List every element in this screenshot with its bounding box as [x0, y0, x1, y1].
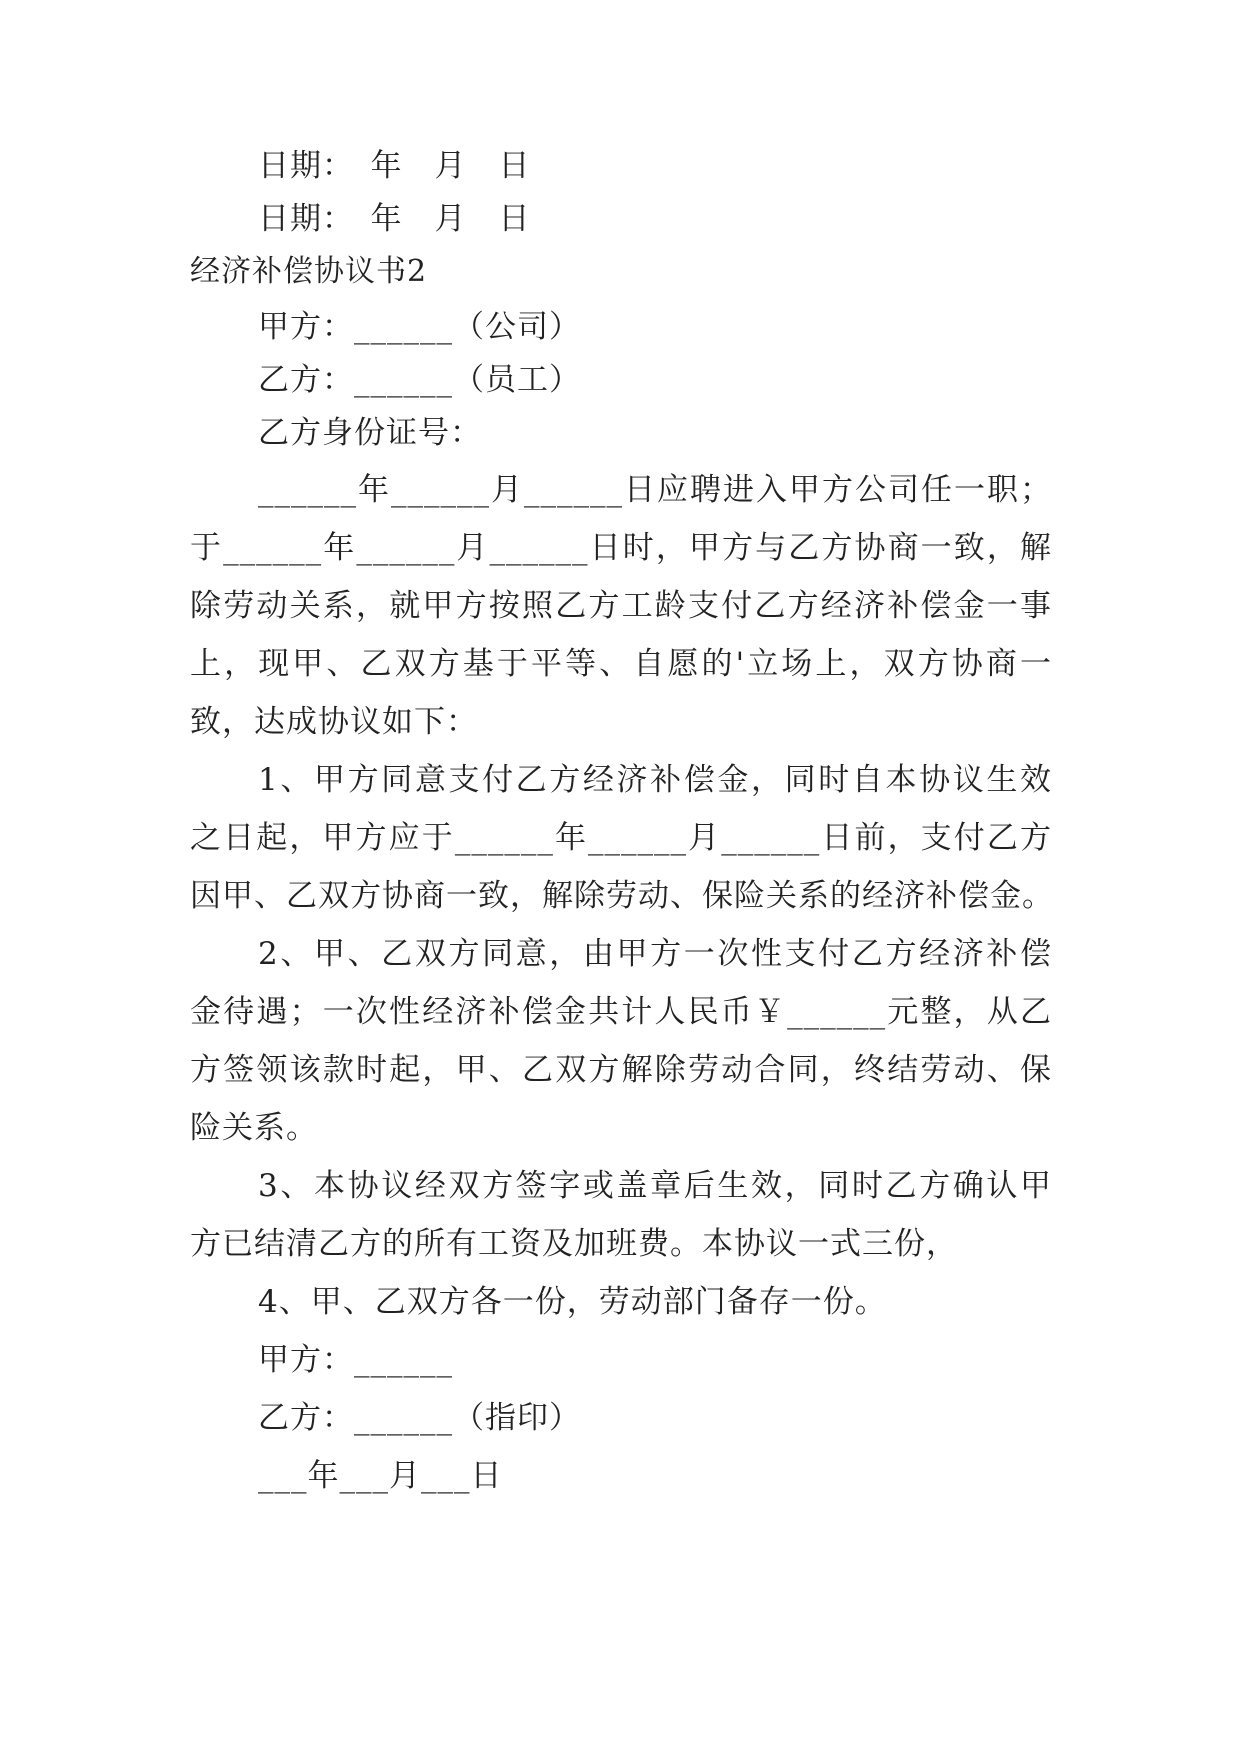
clause-3-line: 方已结清乙方的所有工资及加班费。本协议一式三份，	[190, 1226, 958, 1262]
clause-3-line: 3、本协议经双方签字或盖章后生效，同时乙方确认甲	[258, 1168, 1052, 1204]
clause-2-line: 金待遇；一次性经济补偿金共计人民币￥______元整，从乙	[190, 994, 1052, 1030]
document-title: 经济补偿协议书2	[190, 254, 428, 289]
intro-line: 致，达成协议如下：	[190, 704, 478, 740]
clause-1-line: 因甲、乙双方协商一致，解除劳动、保险关系的经济补偿金。	[190, 878, 1054, 914]
prev-date-line-1: 日期： 年 月 日	[258, 148, 531, 184]
signature-date: ___年___月___日	[258, 1458, 503, 1494]
clause-1-line: 之日起，甲方应于______年______月______日前，支付乙方	[190, 820, 1052, 856]
clause-2-line: 险关系。	[190, 1110, 318, 1146]
clause-1-line: 1、甲方同意支付乙方经济补偿金，同时自本协议生效	[258, 762, 1052, 798]
clause-2-line: 方签领该款时起，甲、乙双方解除劳动合同，终结劳动、保	[190, 1052, 1052, 1088]
clause-2-line: 2、甲、乙双方同意，由甲方一次性支付乙方经济补偿	[258, 936, 1052, 972]
party-a-line: 甲方：______（公司）	[258, 309, 581, 345]
intro-line: 上，现甲、乙双方基于平等、自愿的'立场上，双方协商一	[190, 646, 1052, 682]
intro-line: ______年______月______日应聘进入甲方公司任一职；	[258, 472, 1052, 508]
intro-line: 于______年______月______日时，甲方与乙方协商一致，解	[190, 530, 1052, 566]
signature-party-b: 乙方：______（指印）	[258, 1400, 581, 1436]
clause-4-line: 4、甲、乙双方各一份，劳动部门备存一份。	[258, 1284, 887, 1320]
party-b-id-line: 乙方身份证号：	[258, 415, 482, 451]
intro-line: 除劳动关系，就甲方按照乙方工龄支付乙方经济补偿金一事	[190, 588, 1052, 624]
prev-date-line-2: 日期： 年 月 日	[258, 201, 531, 237]
party-b-line: 乙方：______（员工）	[258, 362, 581, 398]
signature-party-a: 甲方：______	[258, 1342, 453, 1378]
